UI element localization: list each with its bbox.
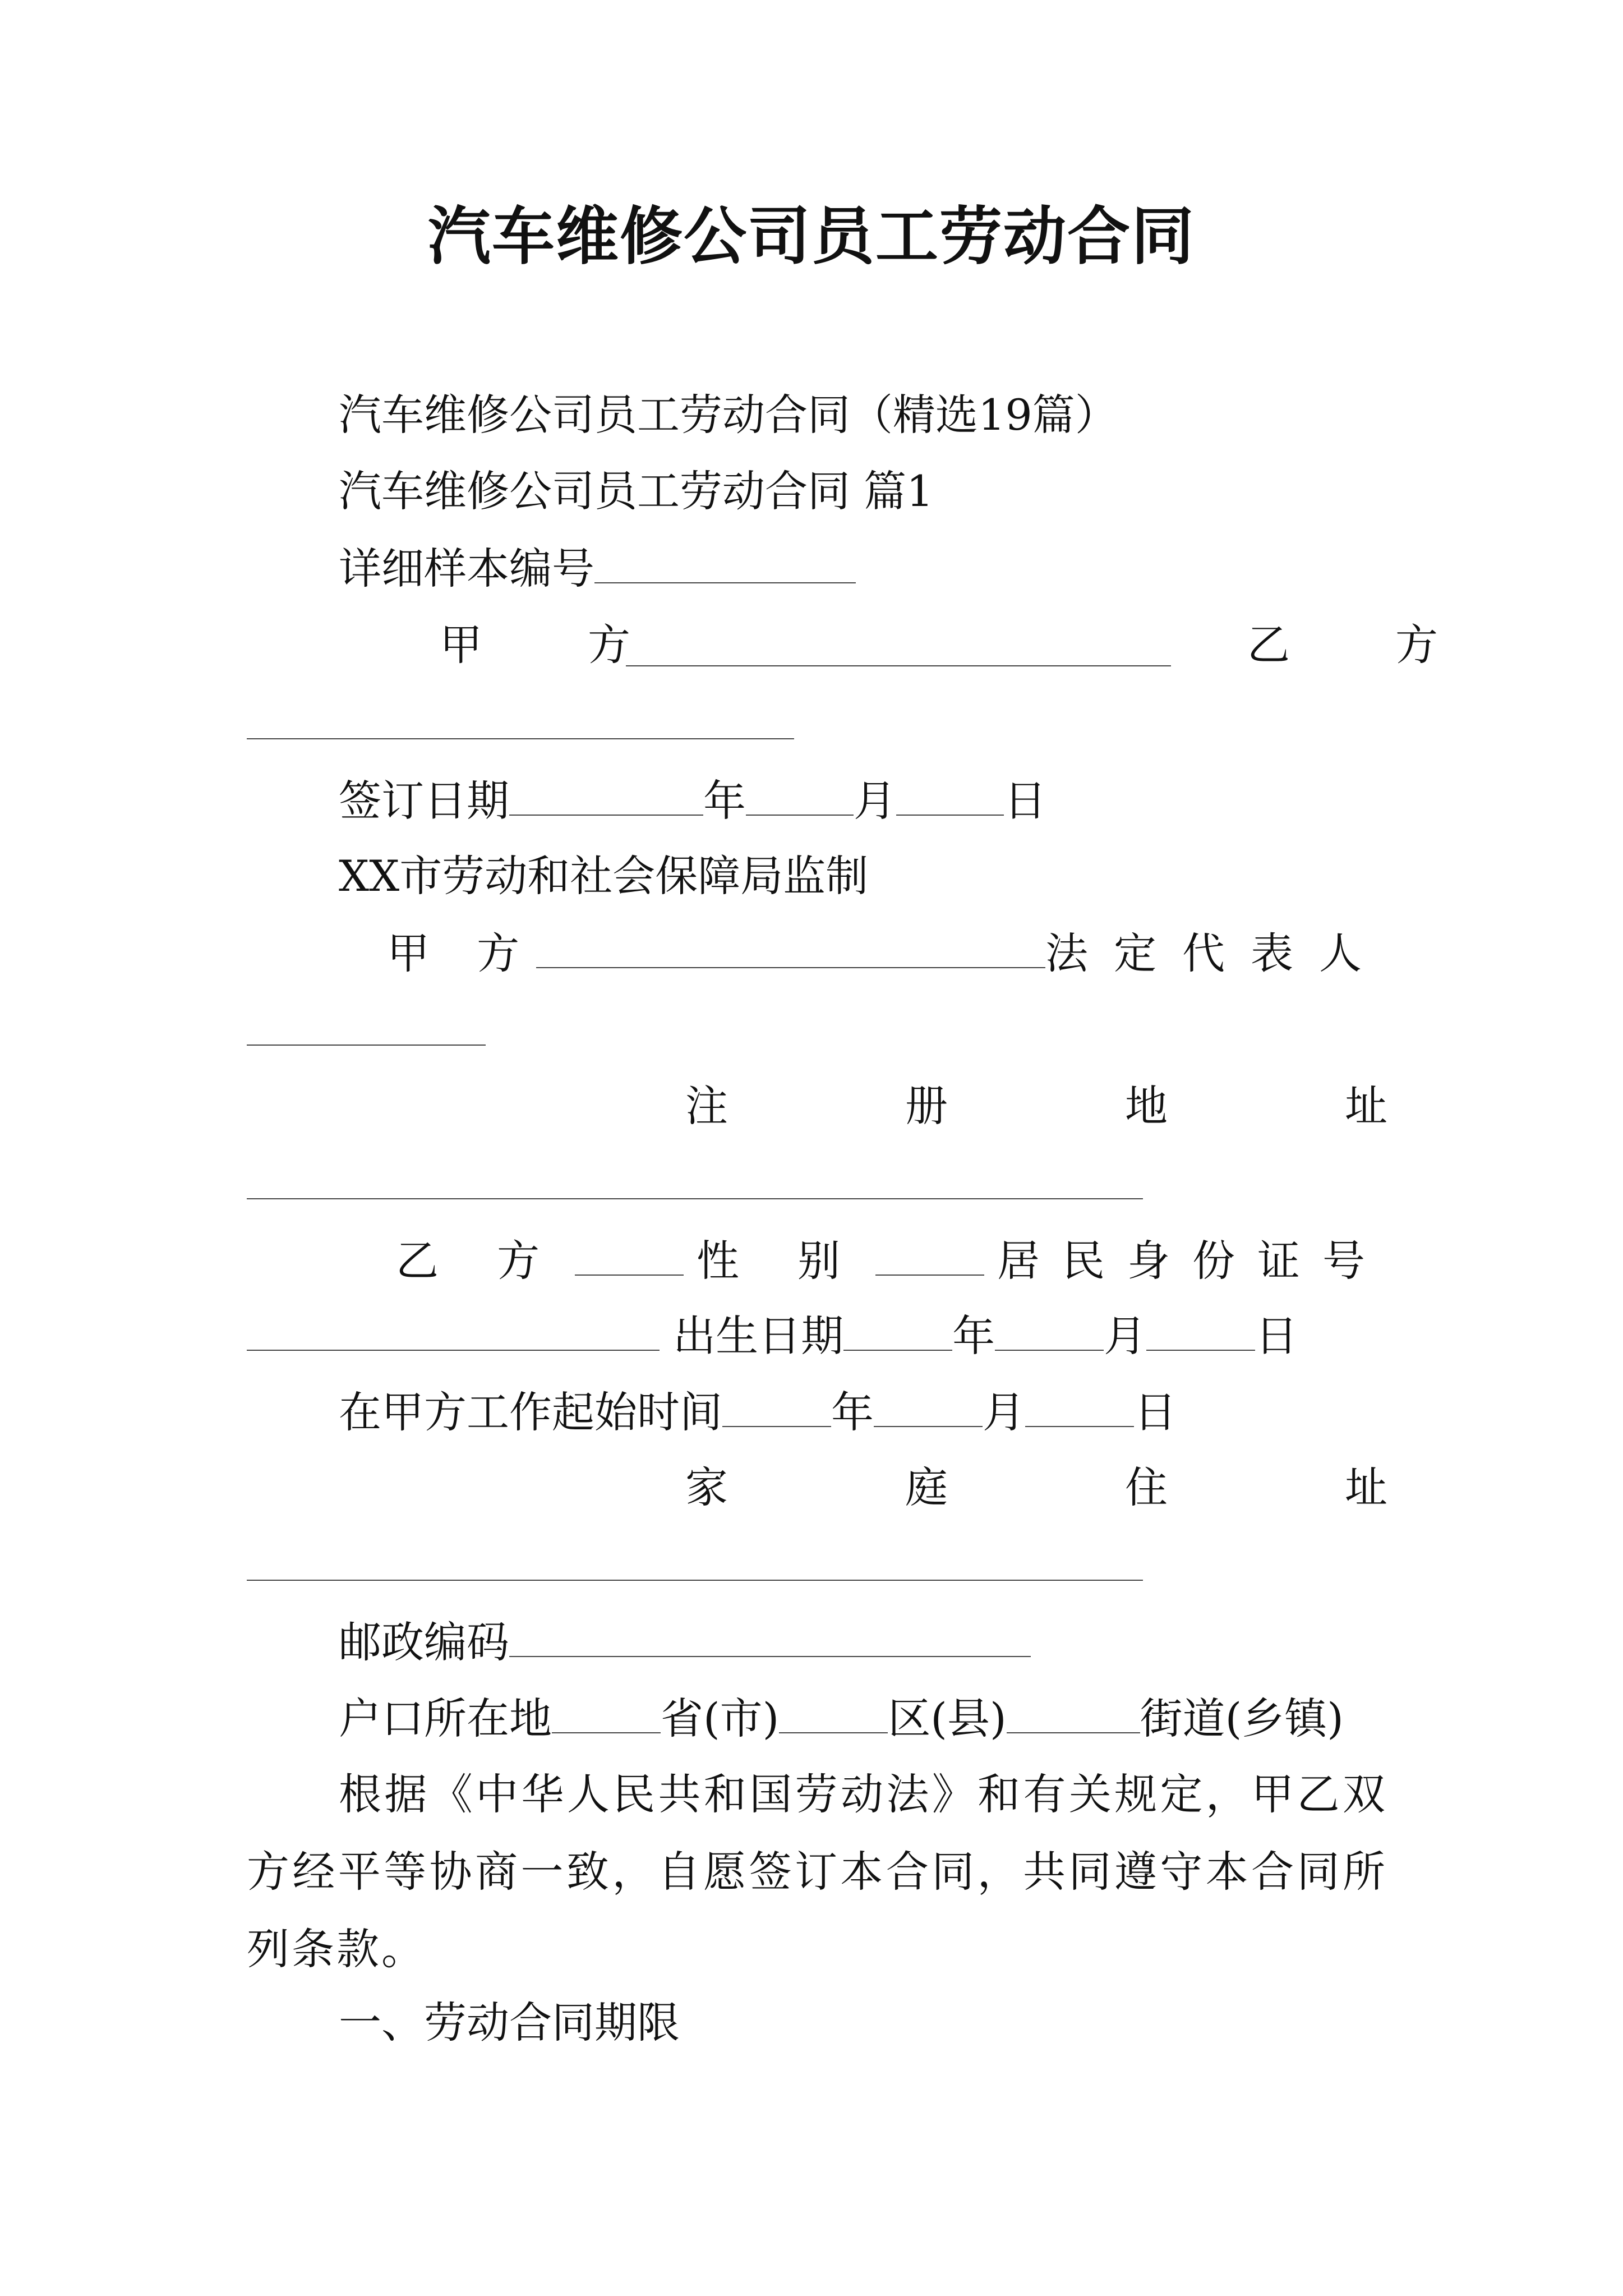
legal-rep-blank[interactable]: [247, 1045, 486, 1046]
postal-code-line: [339, 1613, 1031, 1671]
party-a-info-blank[interactable]: [536, 924, 1045, 968]
work-month-blank[interactable]: [874, 1383, 983, 1427]
gender-blank[interactable]: [875, 1232, 984, 1276]
sign-day-blank[interactable]: [896, 772, 1004, 816]
birth-day-blank[interactable]: [1146, 1307, 1255, 1351]
party-b-info-label: 乙 方: [396, 1236, 562, 1286]
party-b-info-line: [396, 1232, 1387, 1289]
home-address-char: 址: [1345, 1462, 1387, 1512]
work-start-label: 在甲方工作起始时间: [339, 1387, 722, 1437]
sign-date-line: [339, 772, 1046, 829]
document-title: 汽车维修公司员工劳动合同: [428, 200, 1195, 273]
work-start-line: [339, 1383, 1177, 1441]
birth-month-blank[interactable]: [995, 1307, 1104, 1351]
postal-code-blank[interactable]: [509, 1613, 1031, 1657]
district-label: 区(县): [888, 1694, 1007, 1743]
id-number-label: 居民身份证号: [997, 1236, 1387, 1286]
reg-address-char: 地: [1125, 1081, 1168, 1131]
hukou-label: 户口所在地: [339, 1694, 552, 1743]
reg-address-char: 册: [905, 1081, 948, 1131]
party-a-blank[interactable]: [626, 623, 1171, 666]
supervisor-line: XX市劳动和社会保障局监制: [339, 851, 869, 901]
sample-number-blank[interactable]: [594, 540, 856, 583]
party-b-blank[interactable]: [247, 738, 794, 739]
gender-label: 性 别: [696, 1236, 863, 1286]
sign-year-blank[interactable]: [509, 772, 703, 816]
party-b-label: 乙 方: [1247, 620, 1469, 670]
home-address-line: [685, 1460, 1387, 1516]
intro-paragraph: 根据《中华人民共和国劳动法》和有关规定，甲乙双方经平等协商一致，自愿签订本合同，共同遵守本合同所列条款。: [247, 1769, 1387, 1974]
home-address-char: 庭: [905, 1462, 948, 1512]
reg-address-char: 注: [685, 1081, 728, 1131]
sign-month-blank[interactable]: [746, 772, 854, 816]
postal-code-label: 邮政编码: [339, 1617, 509, 1667]
id-number-blank[interactable]: [247, 1307, 660, 1351]
section-heading: 汽车维修公司员工劳动合同 篇1: [339, 466, 934, 516]
birth-day-label: 日: [1255, 1311, 1298, 1361]
home-address-blank[interactable]: [247, 1580, 1143, 1581]
sample-number-label: 详细样本编号: [339, 544, 594, 593]
clause-1-heading: 一、劳动合同期限: [339, 1998, 680, 2047]
reg-address-char: 址: [1345, 1081, 1387, 1131]
province-label: 省(市): [661, 1694, 780, 1743]
sign-day-label: 日: [1004, 776, 1046, 826]
home-address-char: 家: [685, 1462, 728, 1512]
birth-year-label: 年: [952, 1311, 995, 1361]
sign-date-label: 签订日期: [339, 776, 509, 826]
district-blank[interactable]: [779, 1690, 888, 1733]
legal-rep-label: 法定代表人: [1045, 928, 1387, 978]
sign-month-label: 月: [854, 776, 896, 826]
province-blank[interactable]: [552, 1690, 661, 1733]
birth-year-blank[interactable]: [843, 1307, 952, 1351]
work-day-blank[interactable]: [1025, 1383, 1134, 1427]
birth-date-label: 出生日期: [673, 1311, 844, 1361]
party-b-info-blank[interactable]: [575, 1232, 684, 1276]
party-a-label: 甲 方: [440, 620, 662, 670]
birth-date-line: [247, 1307, 1298, 1364]
street-label: 街道(乡镇): [1140, 1694, 1344, 1743]
subtitle: 汽车维修公司员工劳动合同（精选19篇）: [339, 390, 1118, 440]
birth-month-label: 月: [1104, 1311, 1147, 1361]
street-blank[interactable]: [1007, 1690, 1140, 1733]
reg-address-blank[interactable]: [247, 1198, 1143, 1199]
work-day-label: 日: [1134, 1387, 1177, 1437]
sign-year-label: 年: [703, 776, 746, 826]
reg-address-line: [685, 1078, 1387, 1134]
sample-number-line: [339, 540, 856, 597]
hukou-line: [339, 1690, 1344, 1747]
work-year-label: 年: [831, 1387, 874, 1437]
work-year-blank[interactable]: [722, 1383, 831, 1427]
party-a-info-line: [387, 924, 1387, 982]
party-a-info-label: 甲 方: [387, 928, 537, 978]
home-address-char: 住: [1125, 1462, 1168, 1512]
work-month-label: 月: [983, 1387, 1025, 1437]
